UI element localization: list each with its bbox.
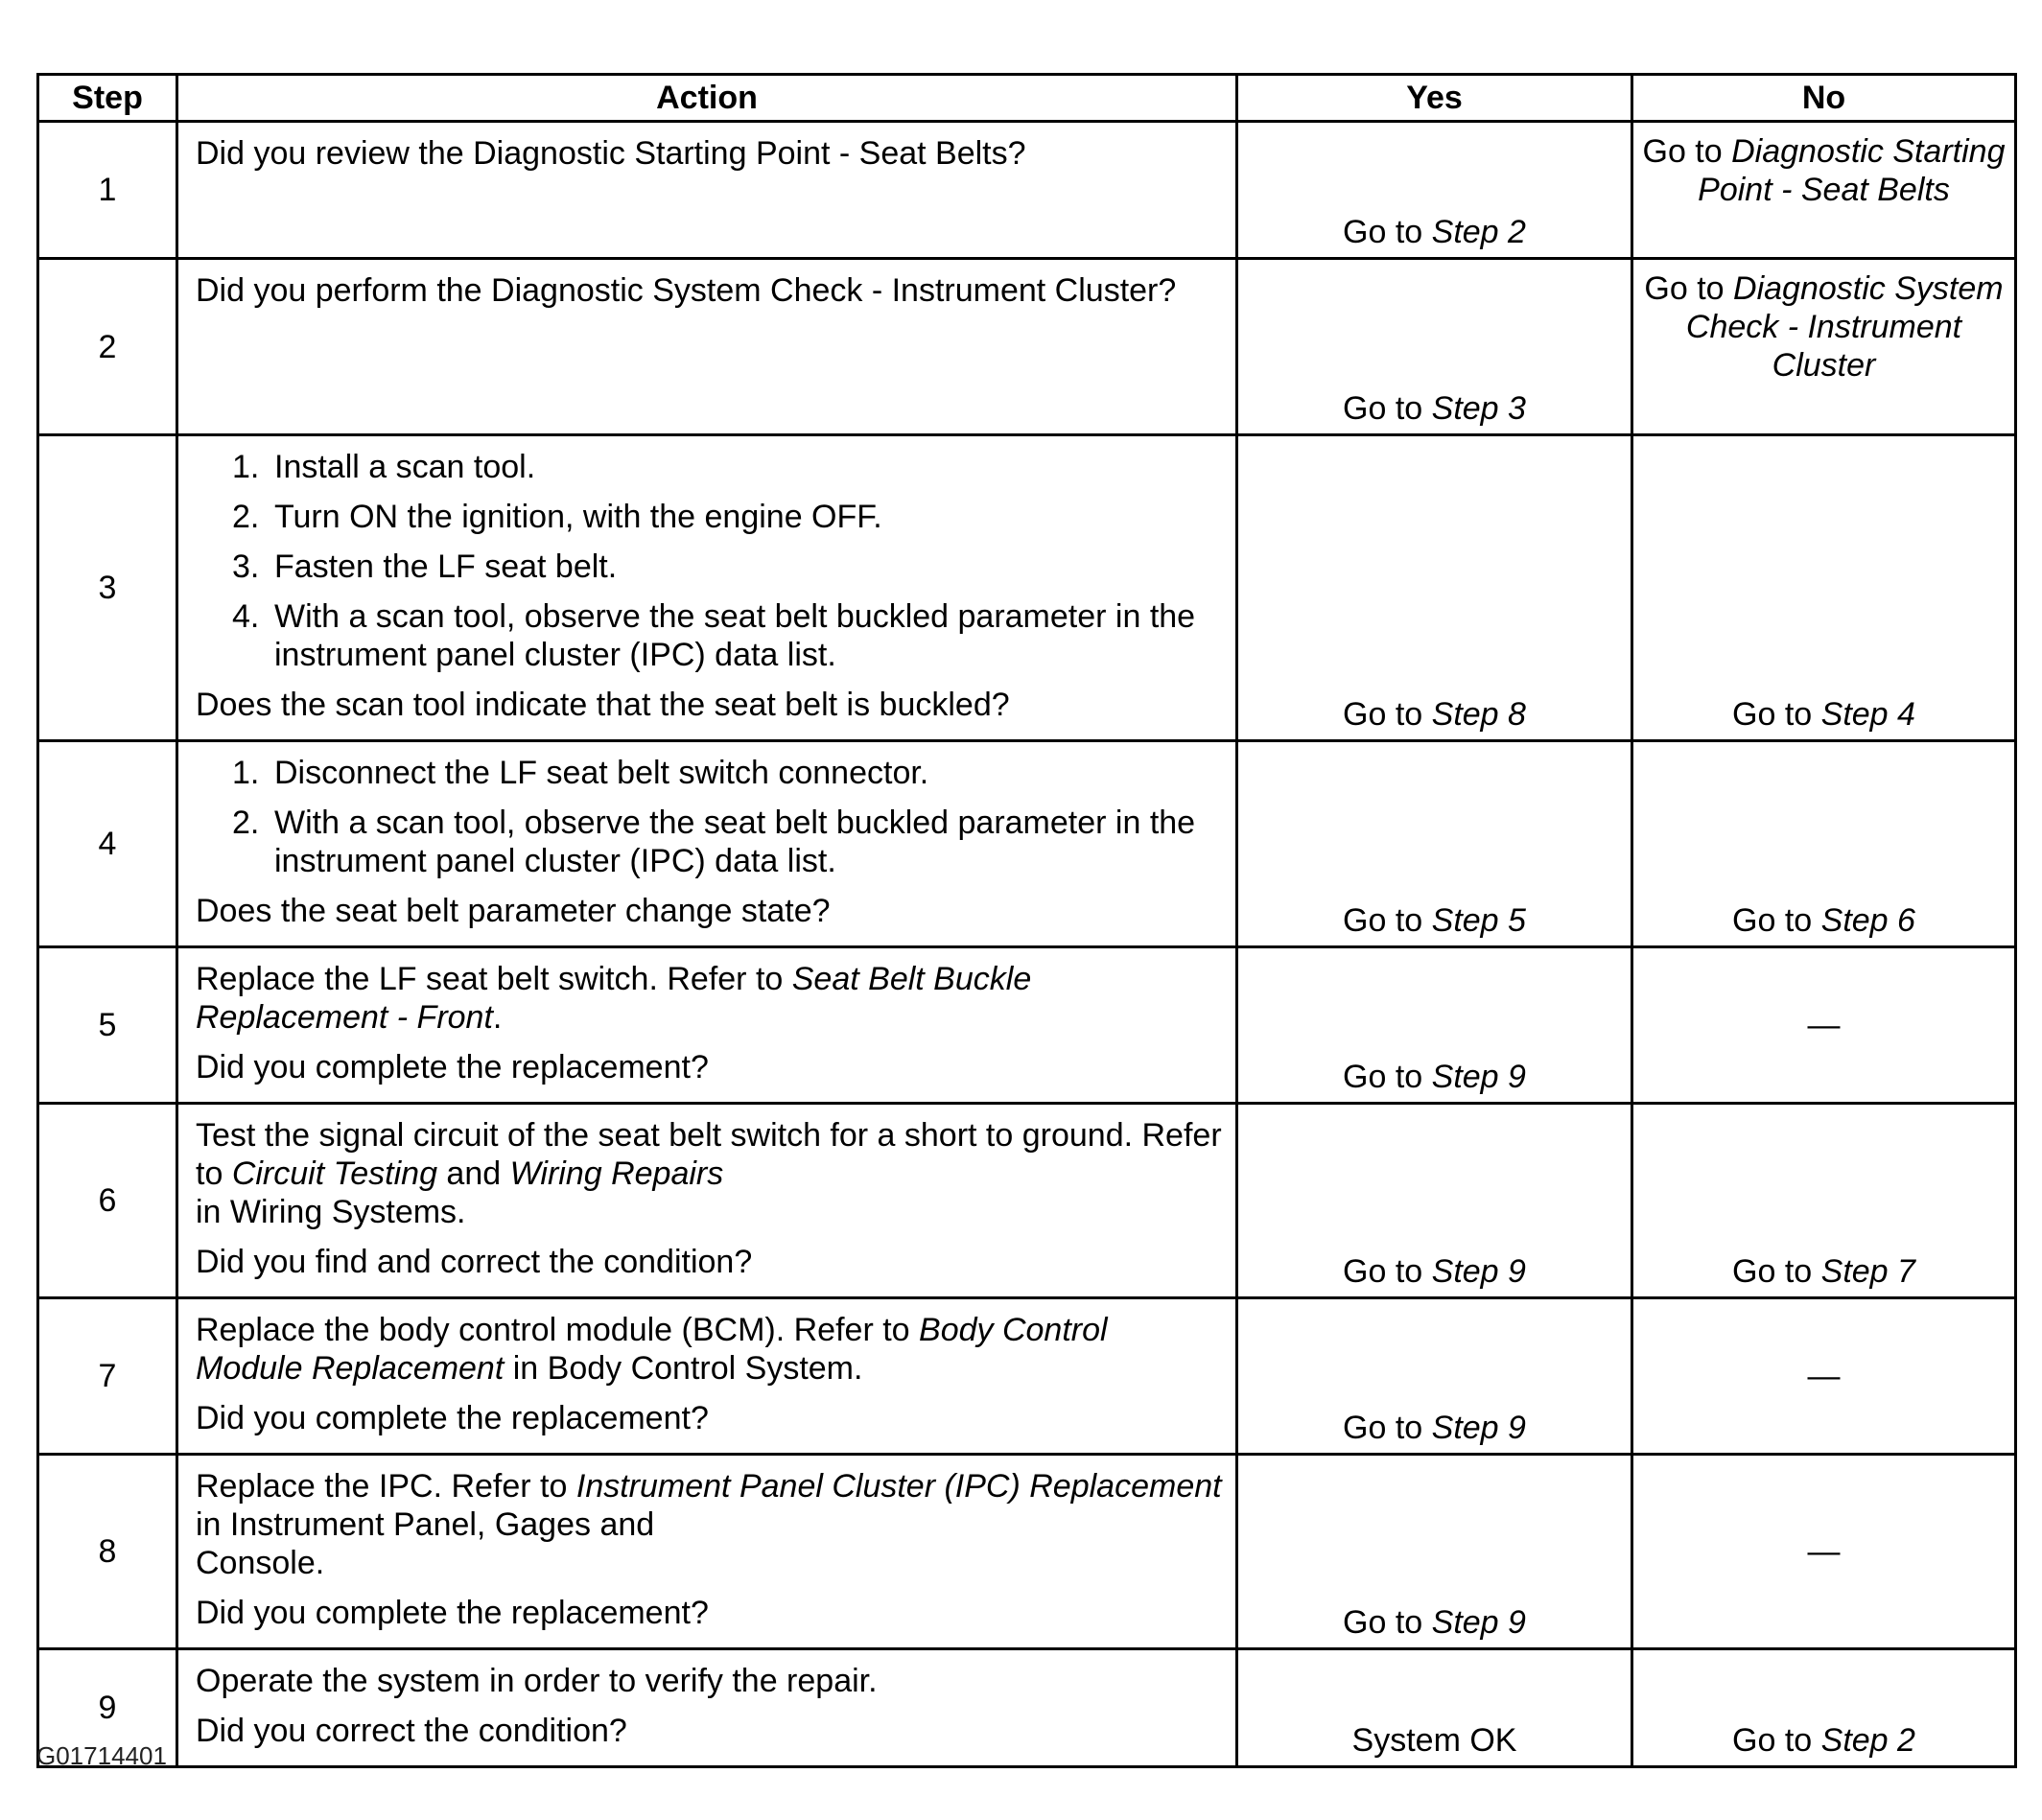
reference-text: Diagnostic System Check - Instrument Cluster xyxy=(1685,270,2004,384)
action-paragraph xyxy=(196,892,1222,930)
table-row xyxy=(38,1455,2016,1649)
table-row xyxy=(38,259,2016,435)
text-run: Did you find and correct the condition? xyxy=(196,1244,753,1280)
text-run: Did you perform the Diagnostic System Check - Instrument Cluster? xyxy=(196,272,1177,309)
action-paragraph xyxy=(196,1048,1222,1086)
action-paragraph xyxy=(196,1712,1222,1750)
no-result xyxy=(1632,741,2016,947)
substep-number: 4. xyxy=(232,598,260,635)
text-run: Go to xyxy=(1642,133,1732,170)
action-cell xyxy=(177,1104,1237,1298)
text-run: Go to xyxy=(1732,1253,1821,1290)
text-run: Did you correct the condition? xyxy=(196,1713,627,1749)
text-run: Operate the system in order to verify the repair. xyxy=(196,1663,878,1699)
yes-result xyxy=(1237,259,1632,435)
text-run: Does the scan tool indicate that the seat belt is buckled? xyxy=(196,687,1010,723)
action-paragraph xyxy=(196,134,1222,173)
action-paragraph xyxy=(196,1399,1222,1437)
header-action: Action xyxy=(177,75,1237,122)
step-number: 6 xyxy=(38,1104,177,1298)
substep-item xyxy=(232,804,1222,880)
text-run: in Body Control System. xyxy=(504,1350,863,1387)
text-run: Go to xyxy=(1732,902,1821,939)
step-number: 5 xyxy=(38,947,177,1104)
text-run: Install a scan tool. xyxy=(274,449,536,485)
header-row xyxy=(38,75,2016,122)
text-run: Go to xyxy=(1343,1410,1432,1446)
reference-text: Seat Belt Buckle Replacement - Front xyxy=(196,961,1032,1036)
action-paragraph xyxy=(196,686,1222,724)
text-run: Console. xyxy=(196,1545,325,1581)
no-result xyxy=(1632,1455,2016,1649)
yes-result xyxy=(1237,741,1632,947)
reference-text: Instrument Panel Cluster (IPC) Replacement xyxy=(575,1468,1222,1505)
reference-text: Step 4 xyxy=(1820,696,1915,733)
no-result xyxy=(1632,1649,2016,1767)
substep-text xyxy=(274,754,1222,792)
substep-item xyxy=(232,597,1222,674)
reference-text: Step 8 xyxy=(1431,696,1526,733)
yes-result xyxy=(1237,947,1632,1104)
text-run: in Wiring Systems. xyxy=(196,1194,466,1230)
step-number: 7 xyxy=(38,1298,177,1455)
yes-result xyxy=(1237,1649,1632,1767)
substep-list xyxy=(196,754,1222,880)
yes-result xyxy=(1237,435,1632,741)
text-run: in Instrument Panel, Gages and xyxy=(196,1506,655,1543)
text-run: Fasten the LF seat belt. xyxy=(274,548,618,585)
text-run: — xyxy=(1807,1007,1841,1043)
action-paragraph xyxy=(196,1311,1222,1388)
table-row xyxy=(38,1104,2016,1298)
no-result xyxy=(1632,947,2016,1104)
table-row xyxy=(38,1649,2016,1767)
text-run: Go to xyxy=(1732,696,1821,733)
reference-text: Diagnostic Starting Point - Seat Belts xyxy=(1698,133,2006,208)
substep-number: 1. xyxy=(232,449,260,485)
reference-text: Body Control Module Replacement xyxy=(196,1312,1108,1387)
text-run: Replace the IPC. Refer to xyxy=(196,1468,576,1505)
text-run: Turn ON the ignition, with the engine OFF. xyxy=(274,499,882,535)
substep-text xyxy=(274,804,1222,880)
reference-text: Step 9 xyxy=(1431,1059,1526,1095)
reference-text: Wiring Repairs xyxy=(509,1155,724,1192)
action-paragraph xyxy=(196,1116,1222,1231)
action-paragraph xyxy=(196,960,1222,1037)
header-no: No xyxy=(1632,75,2016,122)
header-yes: Yes xyxy=(1237,75,1632,122)
text-run: Did you review the Diagnostic Starting Point - Seat Belts? xyxy=(196,135,1026,172)
text-run: Go to xyxy=(1644,270,1734,307)
yes-result xyxy=(1237,1298,1632,1455)
substep-item xyxy=(232,548,1222,586)
substep-text xyxy=(274,597,1222,674)
text-run: With a scan tool, observe the seat belt buckled parameter in the instrument panel cluster (IPC) data list. xyxy=(274,805,1196,879)
table-row xyxy=(38,435,2016,741)
action-paragraph xyxy=(196,271,1222,310)
reference-text: Step 9 xyxy=(1431,1253,1526,1290)
table-row xyxy=(38,122,2016,259)
reference-text: Step 3 xyxy=(1431,390,1526,427)
no-result xyxy=(1632,435,2016,741)
action-cell xyxy=(177,741,1237,947)
substep-text xyxy=(274,548,1222,586)
action-paragraph xyxy=(196,1662,1222,1700)
text-run: Go to xyxy=(1343,1253,1432,1290)
substep-text xyxy=(274,448,1222,486)
substep-item xyxy=(232,754,1222,792)
step-number: 8 xyxy=(38,1455,177,1649)
text-run: System OK xyxy=(1351,1722,1517,1759)
substep-list xyxy=(196,448,1222,674)
reference-text: Step 2 xyxy=(1431,214,1526,250)
text-run: Disconnect the LF seat belt switch connector. xyxy=(274,755,929,791)
text-run: Go to xyxy=(1343,1059,1432,1095)
reference-text: Circuit Testing xyxy=(231,1155,437,1192)
step-number: 2 xyxy=(38,259,177,435)
text-run: Go to xyxy=(1343,1604,1432,1641)
text-run: Did you complete the replacement? xyxy=(196,1595,709,1631)
text-run: — xyxy=(1807,1358,1841,1394)
yes-result xyxy=(1237,122,1632,259)
substep-text xyxy=(274,498,1222,536)
substep-number: 3. xyxy=(232,548,260,585)
text-run: Did you complete the replacement? xyxy=(196,1400,709,1436)
reference-text: Step 9 xyxy=(1431,1410,1526,1446)
reference-text: Step 6 xyxy=(1820,902,1915,939)
table-row xyxy=(38,741,2016,947)
text-run: Does the seat belt parameter change state? xyxy=(196,893,831,929)
header-step: Step xyxy=(38,75,177,122)
step-number: 1 xyxy=(38,122,177,259)
reference-text: Step 7 xyxy=(1820,1253,1915,1290)
text-run: . xyxy=(492,999,503,1036)
reference-text: Step 2 xyxy=(1820,1722,1915,1759)
no-result xyxy=(1632,259,2016,435)
substep-number: 2. xyxy=(232,499,260,535)
yes-result xyxy=(1237,1455,1632,1649)
text-run: Go to xyxy=(1343,390,1432,427)
no-result xyxy=(1632,1104,2016,1298)
text-run: Go to xyxy=(1343,214,1432,250)
action-cell xyxy=(177,435,1237,741)
figure-id: G01714401 xyxy=(36,1741,167,1770)
step-number: 4 xyxy=(38,741,177,947)
yes-result xyxy=(1237,1104,1632,1298)
text-run: Go to xyxy=(1732,1722,1821,1759)
text-run: and xyxy=(436,1155,510,1192)
step-number: 3 xyxy=(38,435,177,741)
action-paragraph xyxy=(196,1467,1222,1582)
action-paragraph xyxy=(196,1594,1222,1632)
action-cell xyxy=(177,1649,1237,1767)
no-result xyxy=(1632,122,2016,259)
action-cell xyxy=(177,259,1237,435)
table-row xyxy=(38,947,2016,1104)
substep-item xyxy=(232,498,1222,536)
text-run: Test the signal circuit of the seat belt switch for a short to ground. Refer to xyxy=(196,1117,1222,1192)
reference-text: Step 5 xyxy=(1431,902,1526,939)
text-run: Did you complete the replacement? xyxy=(196,1049,709,1085)
action-cell xyxy=(177,1298,1237,1455)
no-result xyxy=(1632,1298,2016,1455)
text-run: Go to xyxy=(1343,696,1432,733)
text-run: Replace the body control module (BCM). Refer to xyxy=(196,1312,920,1348)
text-run: — xyxy=(1807,1533,1841,1570)
text-run: With a scan tool, observe the seat belt buckled parameter in the instrument panel cluster (IPC) data list. xyxy=(274,598,1196,673)
text-run: Go to xyxy=(1343,902,1432,939)
action-cell xyxy=(177,1455,1237,1649)
table-body xyxy=(38,122,2016,1767)
text-run: Replace the LF seat belt switch. Refer to xyxy=(196,961,792,997)
table-row xyxy=(38,1298,2016,1455)
reference-text: Step 9 xyxy=(1431,1604,1526,1641)
diagnostic-table xyxy=(36,73,2017,1768)
step-number: 9 xyxy=(38,1649,177,1767)
substep-item xyxy=(232,448,1222,486)
action-cell xyxy=(177,947,1237,1104)
substep-number: 2. xyxy=(232,805,260,841)
action-paragraph xyxy=(196,1243,1222,1281)
substep-number: 1. xyxy=(232,755,260,791)
action-cell xyxy=(177,122,1237,259)
